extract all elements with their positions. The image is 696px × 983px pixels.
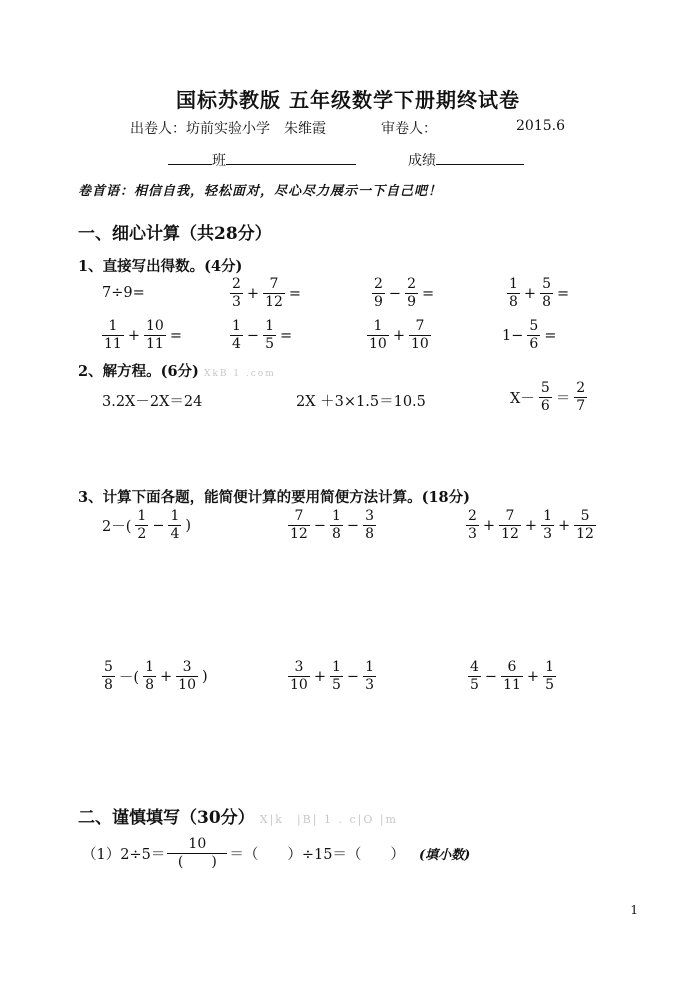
q3-item-6: [466, 659, 558, 694]
denominator: 8: [104, 677, 113, 693]
denominator: 11: [503, 677, 521, 693]
numerator: 3: [294, 659, 304, 675]
denominator: 4: [232, 336, 241, 352]
name-blank[interactable]: [226, 151, 356, 165]
denominator: 12: [576, 526, 594, 542]
expr-text: −: [152, 517, 165, 534]
fraction: [466, 508, 479, 543]
expr-text: 7÷9=: [102, 285, 145, 301]
watermark-2: X|k |B| 1 . c|O |m: [259, 813, 398, 826]
denominator: 10: [178, 677, 196, 693]
motto: 卷首语：相信自我，轻松面对，尽心尽力展示一下自己吧！: [78, 184, 443, 199]
s2-q1-fraction: [167, 836, 227, 871]
q3-item-3: [464, 508, 598, 543]
fraction: [102, 318, 124, 353]
numerator: 2: [407, 276, 416, 292]
numerator: 6: [507, 659, 517, 675]
s2-q1-note: (填小数): [418, 848, 471, 863]
denominator: 10: [369, 336, 387, 352]
numerator: 5: [580, 508, 590, 524]
fraction: [102, 659, 115, 694]
denominator: 7: [576, 398, 586, 414]
fraction: [288, 508, 310, 543]
s2-q1-numerator: 10: [188, 836, 207, 852]
q1-item-5: [100, 318, 184, 353]
expr-text: −: [484, 668, 498, 685]
fraction: [543, 659, 556, 694]
expr-text: −: [346, 517, 360, 534]
q3-item-1: [100, 508, 193, 543]
denominator: 5: [265, 336, 274, 352]
expr-text: −: [246, 327, 260, 344]
denominator: 2: [137, 526, 147, 542]
q2-item-2: [294, 390, 428, 411]
numerator: 1: [543, 508, 552, 524]
fraction: [363, 508, 376, 543]
numerator: 3: [182, 659, 192, 675]
fraction: [405, 276, 418, 311]
expr-text: 3.2X－2X＝24: [102, 394, 203, 410]
numerator: 1: [365, 659, 374, 675]
numerator: 5: [104, 659, 113, 675]
denominator: 8: [331, 526, 341, 542]
fraction: [372, 276, 385, 311]
numerator: 1: [331, 508, 341, 524]
numerator: 1: [545, 659, 554, 675]
class-blank[interactable]: [168, 151, 212, 165]
s2-q1-rest: ＝（ ）÷15＝（ ）: [229, 847, 405, 863]
numerator: 7: [415, 318, 425, 334]
class-label: 班: [212, 153, 226, 169]
fraction: [527, 318, 540, 353]
numerator: 1: [509, 276, 518, 292]
denominator: 11: [145, 336, 164, 352]
q1-item-6: [228, 318, 294, 353]
denominator: 3: [365, 677, 374, 693]
expr-text: +: [524, 517, 538, 534]
fraction: [143, 659, 156, 694]
denominator: 8: [145, 677, 155, 693]
s2-q1: [82, 836, 470, 871]
reviewer-label: 审卷人：: [381, 121, 437, 137]
expr-text: 1−: [502, 327, 524, 344]
expr-text: −: [388, 285, 402, 302]
class-field: [168, 150, 356, 170]
page-title: 国标苏教版 五年级数学下册期终试卷: [176, 88, 520, 112]
denominator: 5: [470, 677, 479, 693]
numerator: 1: [137, 508, 147, 524]
denominator: 3: [232, 294, 241, 310]
fraction: [144, 318, 166, 353]
fraction: [230, 276, 243, 311]
s2-q1-label: （1）2÷5＝: [82, 847, 166, 863]
section1-heading: 一、细心计算（共28分）: [78, 224, 272, 244]
numerator: 2: [232, 276, 241, 292]
q3-item-4: [100, 659, 210, 694]
q1-item-7: [365, 318, 433, 353]
score-blank[interactable]: [436, 151, 524, 165]
q3-heading: 3、计算下面各题，能简便计算的要用简便方法计算。(18分): [78, 489, 470, 506]
exam-date: 2015.6: [516, 118, 565, 134]
q1-item-3: [370, 276, 436, 311]
score-label: 成绩: [408, 153, 436, 169]
denominator: 5: [545, 677, 554, 693]
expr-text: +: [313, 668, 326, 685]
section2-heading-row: [78, 803, 398, 828]
q3-item-5: [286, 659, 378, 694]
expr-text: +: [557, 517, 571, 534]
fraction: [363, 659, 376, 694]
q2-item-1: [100, 390, 204, 411]
denominator: 8: [509, 294, 518, 310]
numerator: 1: [145, 659, 155, 675]
fraction: [540, 276, 553, 311]
fraction: [230, 318, 243, 353]
expr-text: =: [544, 327, 557, 344]
numerator: 5: [540, 380, 550, 396]
expr-text: X－: [510, 391, 535, 407]
fraction: [501, 659, 523, 694]
denominator: 8: [365, 526, 374, 542]
expr-text: ): [202, 668, 208, 685]
fraction: [574, 380, 587, 415]
expr-text: +: [246, 285, 260, 302]
denominator: 10: [290, 677, 308, 693]
q1-item-4: [505, 276, 571, 311]
fraction: [367, 318, 389, 353]
q3-item-2: [286, 508, 378, 543]
fraction: [288, 659, 310, 694]
numerator: 1: [108, 318, 118, 334]
expr-text: =: [288, 285, 302, 302]
fraction: [541, 508, 554, 543]
denominator: 9: [374, 294, 383, 310]
fraction: [263, 318, 276, 353]
denominator: 6: [540, 398, 550, 414]
denominator: 12: [290, 526, 308, 542]
denominator: 6: [529, 336, 539, 352]
fraction: [539, 380, 552, 415]
numerator: 1: [373, 318, 383, 334]
numerator: 2: [468, 508, 477, 524]
expr-text: 2X ＋3×1.5＝10.5: [296, 394, 426, 410]
denominator: 10: [410, 336, 429, 352]
numerator: 1: [170, 508, 180, 524]
expr-text: 2－(: [102, 519, 132, 535]
numerator: 5: [542, 276, 551, 292]
numerator: 7: [269, 276, 279, 292]
fraction: [409, 318, 431, 353]
numerator: 7: [505, 508, 515, 524]
numerator: 3: [365, 508, 374, 524]
expr-text: +: [127, 327, 140, 344]
expr-text: −: [313, 517, 326, 534]
numerator: 5: [529, 318, 539, 334]
numerator: 1: [232, 318, 241, 334]
expr-text: =: [422, 285, 435, 302]
q1-item-1: [100, 285, 147, 301]
denominator: 12: [265, 294, 283, 310]
fraction: [263, 276, 285, 311]
denominator: 5: [331, 677, 341, 693]
page-number: 1: [630, 903, 638, 917]
denominator: 11: [104, 336, 122, 352]
denominator: 3: [543, 526, 552, 542]
fraction: [507, 276, 520, 311]
q2-heading: 2、解方程。(6分): [78, 363, 199, 380]
numerator: 10: [145, 318, 164, 334]
q1-heading: 1、直接写出得数。(4分): [78, 258, 243, 275]
denominator: 4: [170, 526, 180, 542]
watermark-1: XkB 1 .com: [203, 369, 276, 379]
numerator: 7: [294, 508, 304, 524]
numerator: 2: [374, 276, 383, 292]
denominator: 8: [542, 294, 551, 310]
fraction: [330, 508, 343, 543]
fraction: [176, 659, 198, 694]
denominator: 12: [501, 526, 519, 542]
expr-text: +: [160, 668, 173, 685]
expr-text: +: [392, 327, 405, 344]
expr-text: −: [346, 668, 360, 685]
expr-text: =: [169, 327, 182, 344]
expr-text: =: [280, 327, 293, 344]
section2-heading: 二、谨慎填写（30分）: [78, 808, 255, 828]
denominator: 9: [407, 294, 416, 310]
denominator: 3: [468, 526, 477, 542]
expr-text: ): [185, 517, 192, 534]
expr-text: +: [526, 668, 540, 685]
expr-text: +: [482, 517, 496, 534]
q2-item-3: [508, 380, 589, 415]
q1-item-8: [500, 318, 558, 353]
numerator: 4: [470, 659, 479, 675]
expr-text: =: [557, 285, 570, 302]
fraction: [330, 659, 343, 694]
expr-text: ＝: [555, 391, 571, 407]
author-line: 出卷人：坊前实验小学 朱维霞: [130, 121, 326, 137]
q2-heading-row: [78, 360, 276, 381]
fraction: [499, 508, 521, 543]
expr-text: +: [523, 285, 537, 302]
fraction: [468, 659, 481, 694]
score-field: [408, 150, 524, 170]
numerator: 1: [331, 659, 341, 675]
numerator: 1: [265, 318, 274, 334]
fraction: [574, 508, 596, 543]
s2-q1-denominator-blank[interactable]: ( ): [177, 854, 217, 870]
fraction: [135, 508, 148, 543]
numerator: 2: [576, 380, 586, 396]
expr-text: －(: [118, 670, 140, 686]
fraction: [168, 508, 181, 543]
q1-item-2: [228, 276, 303, 311]
